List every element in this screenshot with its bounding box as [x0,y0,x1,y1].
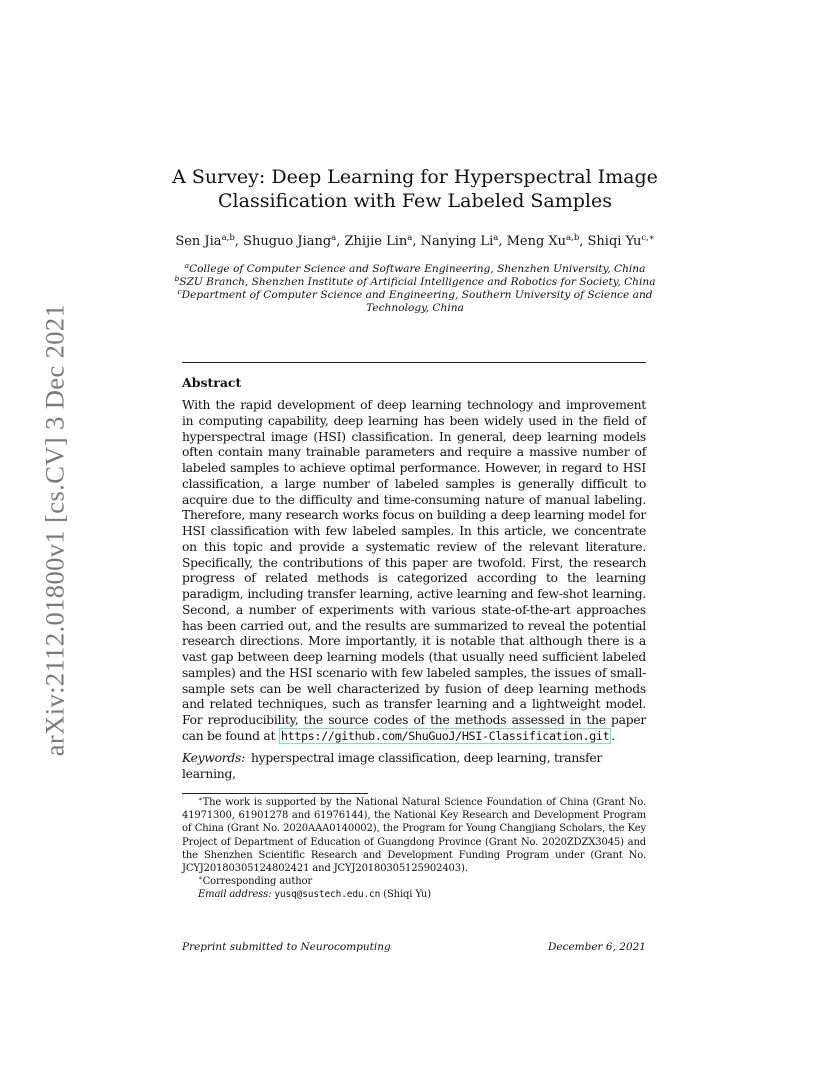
keywords-text: hyperspectral image classification, deep learning, transfer learning, [182,751,603,781]
affiliation-line [170,263,660,276]
email-footnote [182,888,646,901]
footnote-mark: ∗ [198,874,203,883]
author-affiliation-mark: a [407,233,413,243]
funding-text: The work is supported by the National Natural Science Foundation of China (Grant No. 41971300, 61901278 and 61976144), the National Key Research and Development Program of China (Grant No. 2020AAA0140002), the Program for Young Changjiang Scholars, the Key Project of Department of Education of Guangdong Province (Grant No. 2020ZDZX3045) and the Shenzhen Scientific Research and Development Funding Program under (Grant No. JCYJ20180305124802421 and JCYJ20180305125902403). [182,797,646,875]
affiliation-line [170,289,660,302]
keywords-line [182,750,646,782]
footnote-rule [182,793,368,794]
corresponding-footnote [182,875,646,888]
affiliation-text: College of Computer Science and Software Engineering, Shenzhen University, China [189,263,646,275]
footnotes [182,796,646,902]
email-label: Email address: [198,889,272,901]
abstract-end-punct: . [611,728,615,743]
abstract-text: With the rapid development of deep learning technology and improvement in computing capability, deep learning has been widely used in the field of hyperspectral image (HSI) classification. In general, deep learning models often contain many trainable parameters and require a massive number of labeled samples to achieve optimal performance. However, in regard to HSI classification, a large number of labeled samples is generally difficult to acquire due to the difficulty and time-consuming nature of manual labeling. Therefore, many research works focus on building a deep learning model for HSI classification with few labeled samples. In this article, we concentrate on this topic and provide a systematic review of the relevant literature. Specifically, the contributions of this paper are twofold. First, the research progress of related methods is categorized according to the learning paradigm, including transfer learning, active learning and few-shot learning. Second, a number of experiments with various state-of-the-art approaches has been carried out, and the results are summarized to reveal the potential research directions. More importantly, it is notable that although there is a vast gap between deep learning models (that usually need sufficient labeled samples) and the HSI scenario with few labeled samples, the issues of small-sample sets can be well characterized by fusion of deep learning methods and related techniques, such as transfer learning and a lightweight model. For reproducibility, the source codes of the methods assessed in the paper can be found at [182,398,646,743]
author-name: Sen Jia [175,234,222,249]
title-line-2: Classification with Few Labeled Samples [218,190,612,212]
affiliation-mark: a [184,261,190,270]
author-list: Sen Jia$^{a,b}$, Shuguo Jiang$^a$, Zhijie Lin$^a$, Nanying Li$^a$, Meng Xu$^{a,b}$, Shiqi $Yu^{c,∗}$ [175,233,655,249]
footer-date: December 6, 2021 [547,941,646,953]
author-name: Meng Xu [506,234,567,249]
affiliation-text: Department of Computer Science and Engineering, Southern University of Science and [181,289,653,301]
author-name: Shuguo Jiang [243,234,332,249]
corresponding-text: Corresponding author [202,876,313,888]
author-affiliation-mark: a [331,233,337,243]
abstract-body [182,398,646,745]
arxiv-side-stamp: arXiv:2112.01800v1 [cs.CV] 3 Dec 2021 [39,303,70,757]
keywords-label: Keywords: [182,751,245,765]
abstract-top-rule [182,362,646,363]
footnote-mark: ∗ [198,795,203,803]
author-affiliation-mark: a,b [221,233,235,243]
author-name: Nanying Li [420,234,494,249]
footer-preprint-note: Preprint submitted to Neurocomputing [182,941,391,953]
affiliation-text: Technology, China [366,302,464,314]
author-name: Zhijie Lin [344,234,408,249]
affiliation-mark: b [174,274,180,283]
author-affiliation-mark: a [493,233,499,243]
author-name: Shiqi Yu [587,234,642,249]
title-line-1: A Survey: Deep Learning for Hyperspectral Image [172,166,658,188]
author-affiliation-mark: a,b [566,233,580,243]
paper-title [130,165,700,213]
email-owner: (Shiqi Yu) [383,889,431,901]
affiliation-list [170,263,660,315]
affiliation-mark: c [177,287,182,296]
email-address[interactable]: yusq@sustech.edu.cn [274,889,381,901]
affiliation-text: SZU Branch, Shenzhen Institute of Artificial Intelligence and Robotics for Society, China [179,276,656,288]
affiliation-line [170,276,660,289]
author-affiliation-mark: c,∗ [641,233,655,243]
funding-footnote [182,796,646,875]
affiliation-line [170,302,660,315]
abstract-heading: Abstract [182,375,242,390]
repository-link[interactable]: https://github.com/ShuGuoJ/HSI-Classification.git [280,728,610,743]
